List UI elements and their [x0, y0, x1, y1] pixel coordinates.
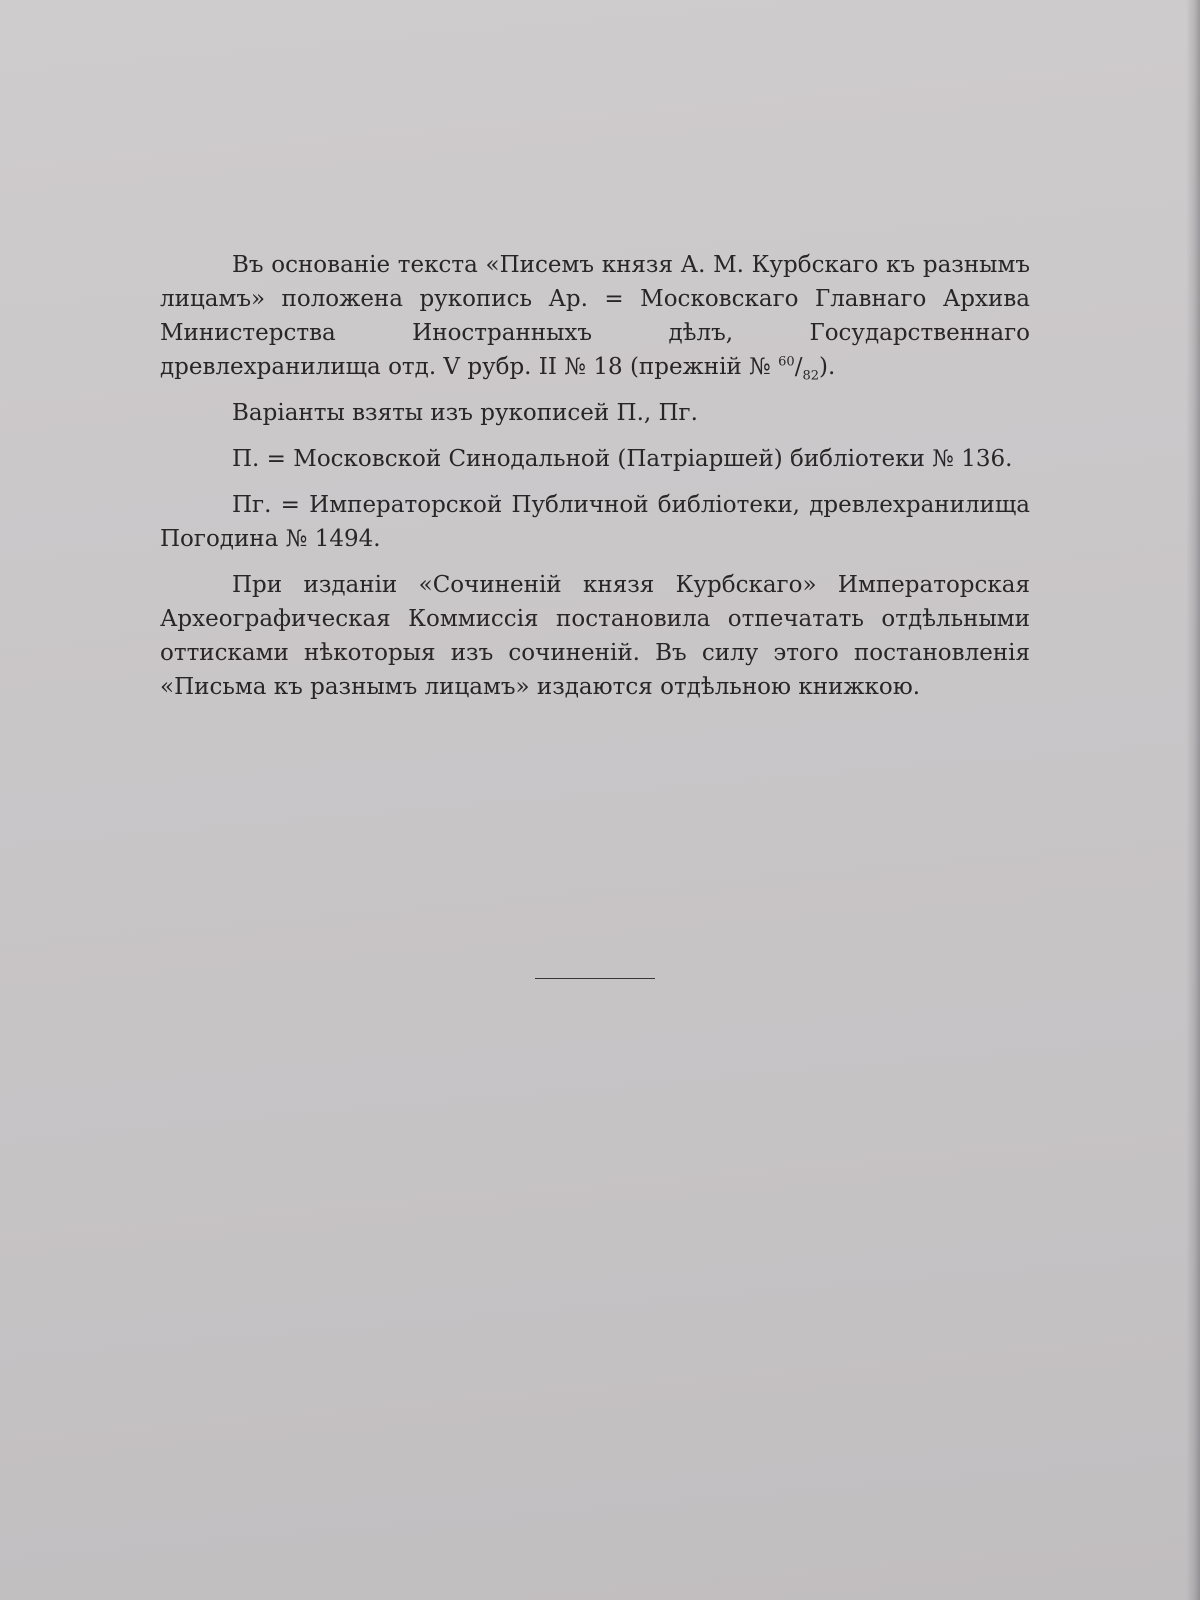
paragraph-manuscript-p: П. = Московской Синодальной (Патріаршей) библіотеки № 136.	[232, 446, 1013, 472]
text-block	[160, 248, 1030, 716]
fraction-slash: /	[794, 354, 803, 380]
fraction-denominator: 82	[802, 368, 819, 384]
page-edge-shadow	[1186, 0, 1200, 1600]
paragraph-source-text: Въ основаніе текста «Писемъ князя А. М. Курбскаго къ разнымъ лицамъ» положена рукопись Ар. = Московскаго Главнаго Архива Министерства Иностранныхъ дѣлъ, Государственнаго древлехранилища отд. V рубр. II № 18 (прежній №	[160, 252, 1030, 380]
section-divider	[535, 978, 655, 979]
paragraph-source-manuscript	[160, 248, 1030, 384]
paragraph-source-tail: ).	[818, 354, 836, 380]
fraction-numerator: 60	[778, 354, 795, 370]
paragraph-variants: Варіанты взяты изъ рукописей П., Пг.	[232, 400, 698, 426]
archive-number-fraction	[778, 354, 819, 384]
paragraph-manuscript-pg: Пг. = Императорской Публичной библіотеки, древлехранилища Погодина № 1494.	[160, 492, 1030, 552]
paragraph-edition-note: При изданіи «Сочиненій князя Курбскаго» Императорская Археографическая Коммиссія постановила отпечатать отдѣльными оттисками нѣкоторыя изъ сочиненій. Въ силу этого постановленія «Письма къ разнымъ лицамъ» издаются отдѣльною книжкою.	[160, 572, 1030, 700]
